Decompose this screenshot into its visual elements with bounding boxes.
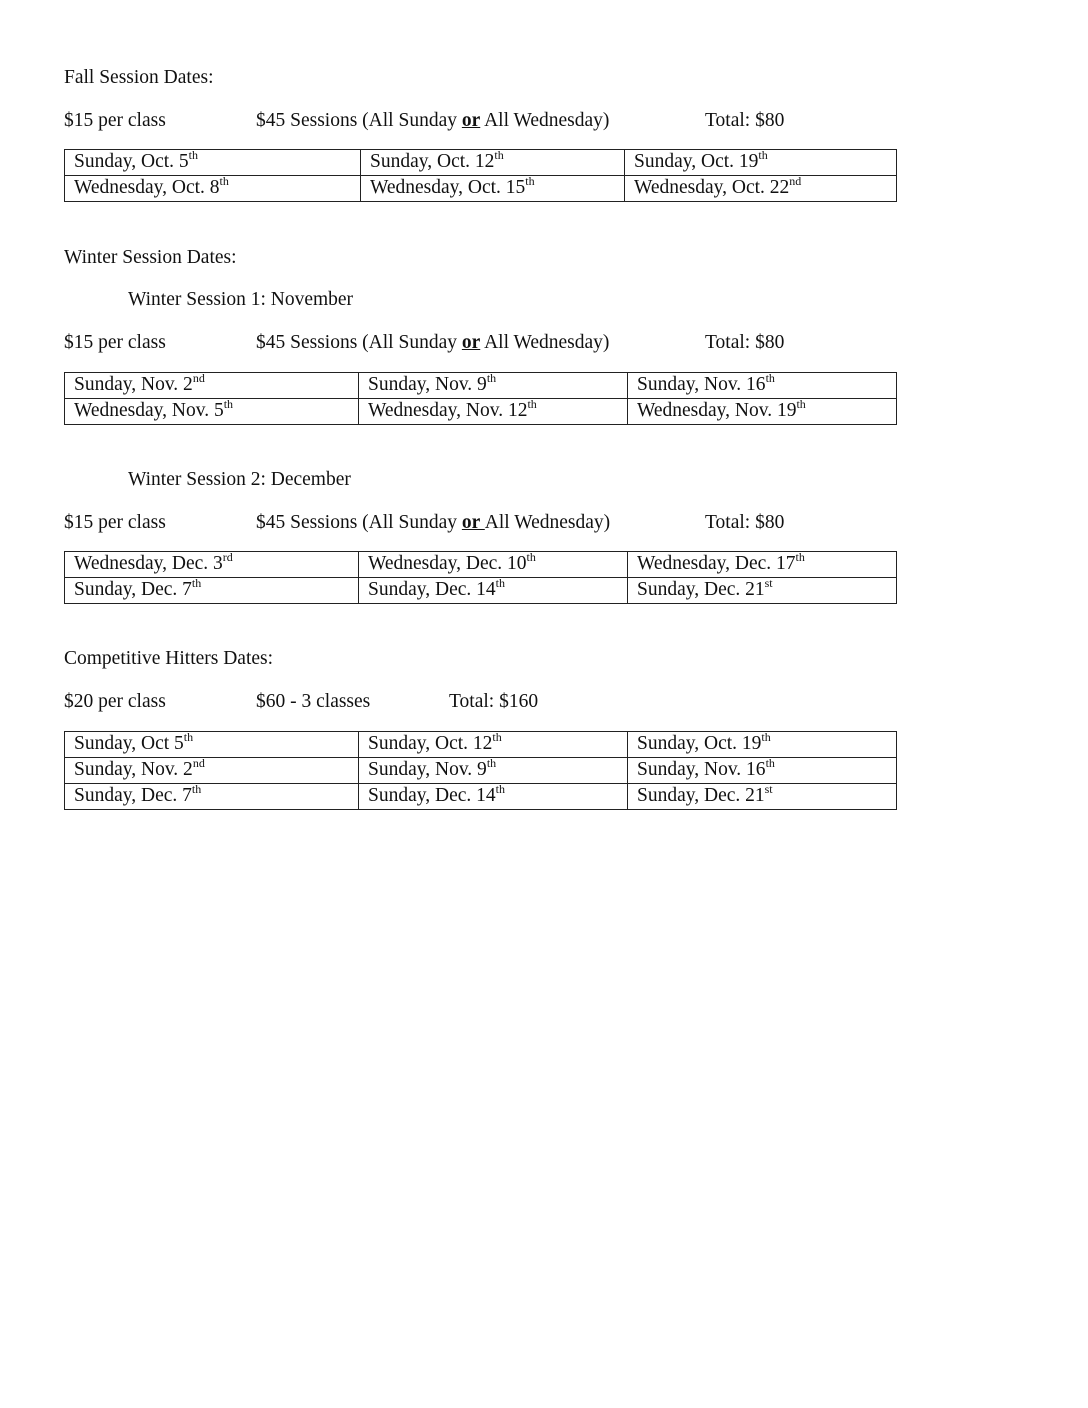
winter1-total: Total: $80: [705, 332, 785, 353]
date-cell: Sunday, Dec. 7th: [65, 784, 359, 810]
date-cell: Wednesday, Dec. 3rd: [65, 552, 359, 578]
date-cell: Wednesday, Dec. 17th: [628, 552, 897, 578]
competitive-package: $60 - 3 classes: [256, 691, 371, 712]
table-row: [65, 552, 897, 578]
date-cell: Sunday, Nov. 16th: [628, 758, 897, 784]
fall-sessions-info: [256, 111, 609, 131]
date-cell: Sunday, Oct 5th: [65, 732, 359, 758]
sessions-text: All Wednesday): [484, 512, 611, 533]
table-row: [65, 399, 897, 425]
or-emphasis: or: [461, 110, 481, 131]
sessions-text: $45 Sessions (All Sunday: [256, 332, 462, 353]
table-row: [65, 373, 897, 399]
date-cell: Wednesday, Nov. 5th: [65, 399, 359, 425]
date-cell: Sunday, Oct. 12th: [361, 150, 625, 176]
date-cell: Sunday, Nov. 16th: [628, 373, 897, 399]
table-row: [65, 784, 897, 810]
fall-total: Total: $80: [705, 110, 785, 131]
date-cell: Sunday, Nov. 9th: [359, 758, 628, 784]
winter-session1-heading: Winter Session 1: November: [128, 289, 354, 310]
date-cell: Sunday, Dec. 21st: [628, 784, 897, 810]
or-emphasis: or: [461, 332, 481, 353]
date-cell: Wednesday, Oct. 15th: [361, 176, 625, 202]
date-cell: Sunday, Dec. 14th: [359, 784, 628, 810]
date-cell: Wednesday, Oct. 8th: [65, 176, 361, 202]
table-row: [65, 732, 897, 758]
date-cell: Sunday, Nov. 9th: [359, 373, 628, 399]
table-row: [65, 578, 897, 604]
table-row: [65, 176, 897, 202]
date-cell: Sunday, Dec. 14th: [359, 578, 628, 604]
competitive-dates-table: [64, 731, 897, 810]
competitive-price-per-class: $20 per class: [64, 691, 166, 712]
sessions-text: All Wednesday): [480, 110, 610, 131]
date-cell: Sunday, Nov. 2nd: [65, 758, 359, 784]
winter-heading: Winter Session Dates:: [64, 247, 237, 268]
fall-price-per-class: $15 per class: [64, 110, 166, 131]
date-cell: Wednesday, Dec. 10th: [359, 552, 628, 578]
date-cell: Wednesday, Oct. 22nd: [625, 176, 897, 202]
winter2-sessions-info: [256, 513, 610, 533]
date-cell: Sunday, Dec. 7th: [65, 578, 359, 604]
date-cell: Sunday, Oct. 5th: [65, 150, 361, 176]
date-cell: Wednesday, Nov. 19th: [628, 399, 897, 425]
table-row: [65, 758, 897, 784]
sessions-text: All Wednesday): [480, 332, 610, 353]
date-cell: Sunday, Oct. 19th: [625, 150, 897, 176]
fall-heading: Fall Session Dates:: [64, 67, 214, 88]
sessions-text: $45 Sessions (All Sunday: [256, 110, 462, 131]
winter1-dates-table: [64, 372, 897, 425]
winter2-total: Total: $80: [705, 512, 785, 533]
competitive-heading: Competitive Hitters Dates:: [64, 648, 274, 669]
winter1-price-per-class: $15 per class: [64, 332, 166, 353]
date-cell: Sunday, Dec. 21st: [628, 578, 897, 604]
date-cell: Sunday, Oct. 12th: [359, 732, 628, 758]
fall-dates-table: [64, 149, 897, 202]
date-cell: Sunday, Oct. 19th: [628, 732, 897, 758]
date-cell: Sunday, Nov. 2nd: [65, 373, 359, 399]
winter-session2-heading: Winter Session 2: December: [128, 469, 351, 490]
table-row: [65, 150, 897, 176]
date-cell: Wednesday, Nov. 12th: [359, 399, 628, 425]
or-emphasis: or: [461, 512, 485, 533]
winter1-sessions-info: [256, 333, 609, 353]
competitive-total: Total: $160: [449, 691, 539, 712]
sessions-text: $45 Sessions (All Sunday: [256, 512, 462, 533]
winter2-price-per-class: $15 per class: [64, 512, 166, 533]
winter2-dates-table: [64, 551, 897, 604]
